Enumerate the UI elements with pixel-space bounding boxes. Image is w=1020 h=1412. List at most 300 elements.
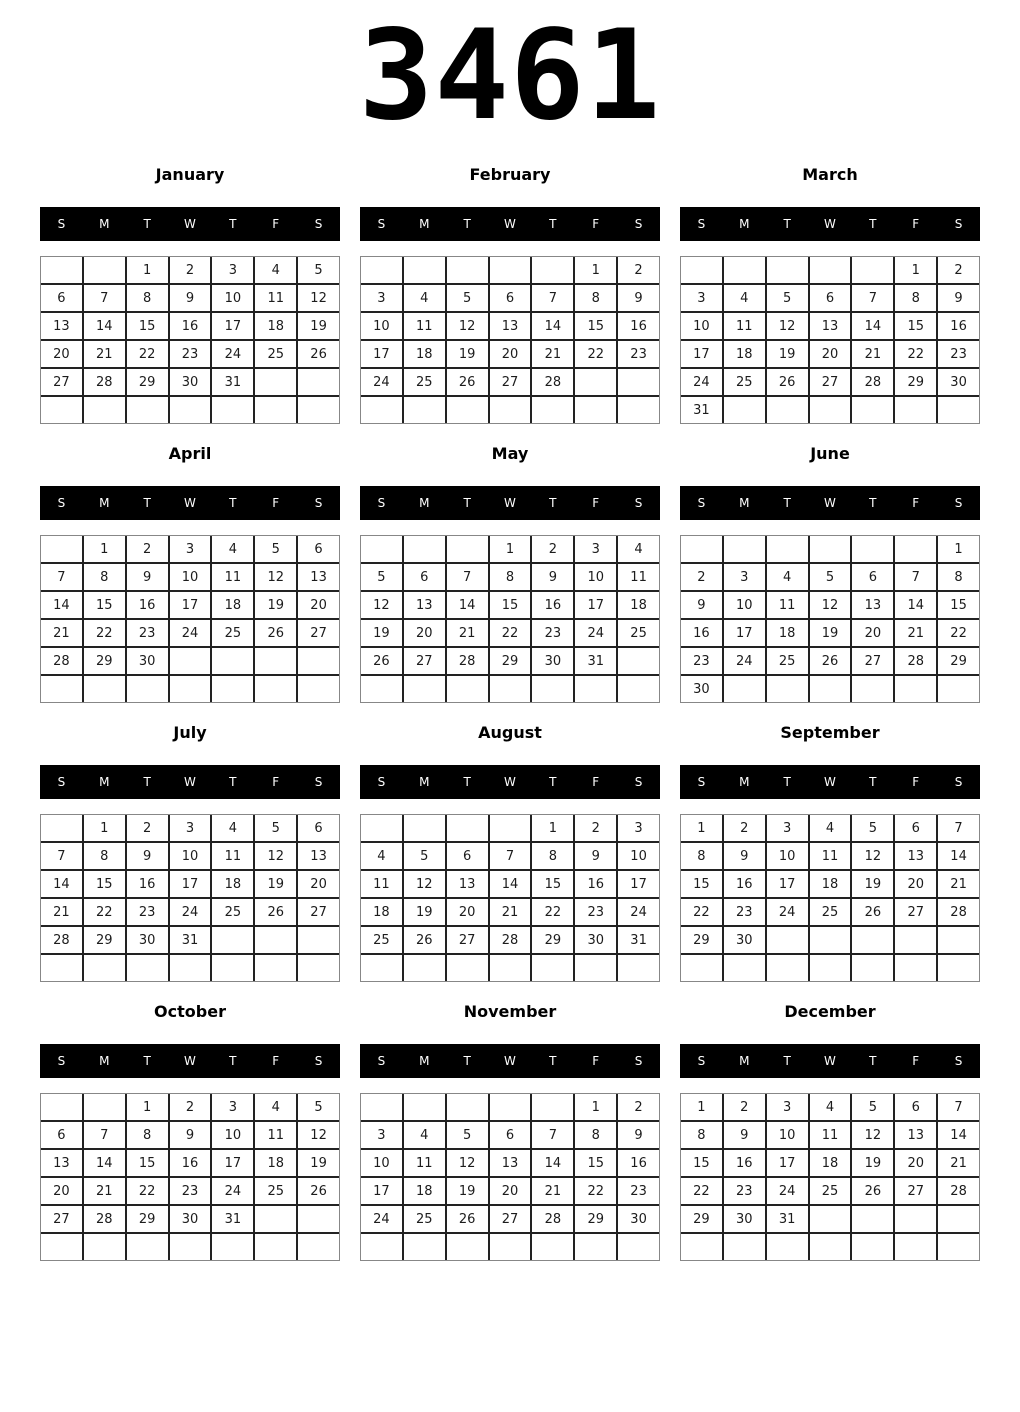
day-cell: 26 — [852, 899, 893, 925]
day-cell: 24 — [724, 648, 765, 674]
day-cell: 12 — [810, 592, 851, 618]
day-cell: 4 — [255, 257, 296, 283]
empty-day-cell — [852, 1234, 893, 1260]
day-cell: 17 — [767, 871, 808, 897]
empty-day-cell — [490, 955, 531, 981]
day-cell: 16 — [618, 1150, 659, 1176]
day-cell: 10 — [212, 1122, 253, 1148]
day-cell: 15 — [938, 592, 979, 618]
empty-day-cell — [618, 1234, 659, 1260]
day-cell: 16 — [575, 871, 616, 897]
month-block — [680, 1002, 980, 1261]
empty-day-cell — [490, 1234, 531, 1260]
weekday-label: S — [954, 775, 963, 789]
day-cell: 14 — [84, 1150, 125, 1176]
day-cell: 7 — [490, 843, 531, 869]
month-title: November — [463, 1002, 557, 1021]
empty-day-cell — [575, 955, 616, 981]
empty-day-cell — [404, 676, 445, 702]
day-cell: 7 — [532, 1122, 573, 1148]
day-cell: 8 — [84, 564, 125, 590]
day-cell: 12 — [404, 871, 445, 897]
day-cell: 17 — [724, 620, 765, 646]
day-cell: 11 — [212, 564, 253, 590]
weekday-header — [680, 765, 980, 799]
day-cell: 13 — [41, 313, 82, 339]
day-cell: 1 — [490, 536, 531, 562]
day-cell: 14 — [938, 1122, 979, 1148]
day-cell: 24 — [361, 1206, 402, 1232]
day-cell: 7 — [895, 564, 936, 590]
day-cell: 22 — [895, 341, 936, 367]
day-cell: 8 — [575, 1122, 616, 1148]
day-cell: 20 — [447, 899, 488, 925]
day-cell: 24 — [170, 620, 211, 646]
empty-day-cell — [170, 955, 211, 981]
empty-day-cell — [447, 955, 488, 981]
day-cell: 20 — [895, 871, 936, 897]
empty-day-cell — [361, 815, 402, 841]
day-cell: 15 — [681, 871, 722, 897]
weekday-label: W — [824, 1054, 836, 1068]
day-cell: 18 — [810, 1150, 851, 1176]
empty-day-cell — [810, 1206, 851, 1232]
day-cell: 19 — [447, 1178, 488, 1204]
day-cell: 23 — [170, 1178, 211, 1204]
day-cell: 21 — [84, 341, 125, 367]
day-cell: 24 — [212, 1178, 253, 1204]
empty-day-cell — [852, 676, 893, 702]
day-cell: 9 — [170, 1122, 211, 1148]
empty-day-cell — [298, 1234, 339, 1260]
days-grid — [360, 814, 660, 982]
day-cell: 25 — [618, 620, 659, 646]
empty-day-cell — [618, 397, 659, 423]
day-cell: 15 — [127, 313, 168, 339]
day-cell: 15 — [84, 871, 125, 897]
day-cell: 7 — [41, 843, 82, 869]
empty-day-cell — [404, 1094, 445, 1120]
day-cell: 1 — [575, 1094, 616, 1120]
day-cell: 30 — [724, 927, 765, 953]
weekday-label: M — [419, 217, 430, 231]
days-grid — [360, 256, 660, 424]
empty-day-cell — [810, 257, 851, 283]
day-cell: 7 — [84, 285, 125, 311]
day-cell: 7 — [84, 1122, 125, 1148]
day-cell: 16 — [681, 620, 722, 646]
day-cell: 21 — [84, 1178, 125, 1204]
day-cell: 16 — [170, 1150, 211, 1176]
weekday-header — [40, 207, 340, 241]
empty-day-cell — [447, 536, 488, 562]
day-cell: 3 — [170, 536, 211, 562]
weekday-label: S — [377, 775, 386, 789]
day-cell: 22 — [84, 899, 125, 925]
empty-day-cell — [895, 955, 936, 981]
month-block — [360, 165, 660, 424]
day-cell: 4 — [212, 815, 253, 841]
day-cell: 29 — [127, 369, 168, 395]
empty-day-cell — [84, 1234, 125, 1260]
empty-day-cell — [298, 927, 339, 953]
day-cell: 18 — [724, 341, 765, 367]
day-cell: 12 — [852, 1122, 893, 1148]
day-cell: 2 — [127, 536, 168, 562]
day-cell: 2 — [618, 1094, 659, 1120]
day-cell: 18 — [212, 592, 253, 618]
empty-day-cell — [532, 1234, 573, 1260]
empty-day-cell — [361, 257, 402, 283]
day-cell: 24 — [767, 899, 808, 925]
empty-day-cell — [255, 1206, 296, 1232]
empty-day-cell — [532, 397, 573, 423]
empty-day-cell — [127, 1234, 168, 1260]
day-cell: 20 — [298, 592, 339, 618]
day-cell: 6 — [298, 536, 339, 562]
empty-day-cell — [767, 397, 808, 423]
empty-day-cell — [361, 536, 402, 562]
day-cell: 1 — [681, 815, 722, 841]
day-cell: 4 — [361, 843, 402, 869]
day-cell: 3 — [212, 257, 253, 283]
day-cell: 7 — [532, 285, 573, 311]
empty-day-cell — [41, 1234, 82, 1260]
empty-day-cell — [255, 648, 296, 674]
month-title: December — [784, 1002, 876, 1021]
day-cell: 28 — [938, 899, 979, 925]
empty-day-cell — [298, 955, 339, 981]
day-cell: 9 — [724, 843, 765, 869]
weekday-label: T — [143, 775, 151, 789]
day-cell: 3 — [170, 815, 211, 841]
day-cell: 18 — [618, 592, 659, 618]
day-cell: 17 — [767, 1150, 808, 1176]
weekday-label: F — [592, 217, 600, 231]
weekday-label: W — [504, 1054, 516, 1068]
day-cell: 8 — [575, 285, 616, 311]
day-cell: 13 — [810, 313, 851, 339]
weekday-label: M — [739, 217, 750, 231]
weekday-label: S — [314, 217, 323, 231]
empty-day-cell — [895, 397, 936, 423]
day-cell: 17 — [681, 341, 722, 367]
month-title: October — [154, 1002, 226, 1021]
day-cell: 16 — [724, 871, 765, 897]
day-cell: 30 — [127, 648, 168, 674]
weekday-label: S — [377, 217, 386, 231]
weekday-label: T — [229, 496, 237, 510]
empty-day-cell — [852, 397, 893, 423]
month-block — [360, 723, 660, 982]
day-cell: 27 — [447, 927, 488, 953]
day-cell: 30 — [618, 1206, 659, 1232]
empty-day-cell — [255, 676, 296, 702]
day-cell: 16 — [938, 313, 979, 339]
month-title: April — [168, 444, 212, 463]
weekday-label: F — [912, 217, 920, 231]
day-cell: 29 — [575, 1206, 616, 1232]
day-cell: 13 — [41, 1150, 82, 1176]
weekday-header — [680, 207, 980, 241]
weekday-label: S — [57, 1054, 66, 1068]
weekday-label: S — [697, 217, 706, 231]
day-cell: 1 — [84, 536, 125, 562]
day-cell: 4 — [255, 1094, 296, 1120]
day-cell: 27 — [41, 1206, 82, 1232]
empty-day-cell — [852, 257, 893, 283]
weekday-label: S — [634, 496, 643, 510]
day-cell: 22 — [84, 620, 125, 646]
weekday-label: F — [272, 496, 280, 510]
day-cell: 9 — [532, 564, 573, 590]
day-cell: 30 — [127, 927, 168, 953]
day-cell: 30 — [681, 676, 722, 702]
empty-day-cell — [895, 927, 936, 953]
empty-day-cell — [212, 676, 253, 702]
weekday-header — [360, 207, 660, 241]
day-cell: 13 — [490, 1150, 531, 1176]
day-cell: 2 — [681, 564, 722, 590]
empty-day-cell — [404, 955, 445, 981]
day-cell: 14 — [532, 1150, 573, 1176]
empty-day-cell — [361, 1094, 402, 1120]
empty-day-cell — [767, 536, 808, 562]
month-block — [360, 1002, 660, 1261]
empty-day-cell — [767, 927, 808, 953]
day-cell: 1 — [895, 257, 936, 283]
day-cell: 26 — [852, 1178, 893, 1204]
empty-day-cell — [212, 1234, 253, 1260]
weekday-header — [360, 765, 660, 799]
day-cell: 5 — [767, 285, 808, 311]
empty-day-cell — [532, 257, 573, 283]
day-cell: 15 — [84, 592, 125, 618]
day-cell: 6 — [895, 815, 936, 841]
day-cell: 25 — [212, 899, 253, 925]
day-cell: 10 — [767, 1122, 808, 1148]
day-cell: 28 — [532, 1206, 573, 1232]
day-cell: 3 — [361, 1122, 402, 1148]
weekday-label: T — [463, 1054, 471, 1068]
day-cell: 24 — [681, 369, 722, 395]
empty-day-cell — [938, 927, 979, 953]
day-cell: 12 — [298, 285, 339, 311]
empty-day-cell — [575, 397, 616, 423]
months-grid — [0, 165, 1020, 1261]
empty-day-cell — [895, 676, 936, 702]
weekday-label: S — [634, 217, 643, 231]
day-cell: 21 — [938, 871, 979, 897]
day-cell: 26 — [447, 369, 488, 395]
empty-day-cell — [41, 676, 82, 702]
day-cell: 1 — [681, 1094, 722, 1120]
day-cell: 24 — [618, 899, 659, 925]
day-cell: 2 — [575, 815, 616, 841]
days-grid — [40, 256, 340, 424]
day-cell: 26 — [810, 648, 851, 674]
empty-day-cell — [361, 1234, 402, 1260]
day-cell: 14 — [938, 843, 979, 869]
weekday-label: M — [419, 496, 430, 510]
day-cell: 23 — [618, 1178, 659, 1204]
day-cell: 24 — [361, 369, 402, 395]
day-cell: 3 — [681, 285, 722, 311]
day-cell: 1 — [127, 1094, 168, 1120]
day-cell: 18 — [255, 313, 296, 339]
empty-day-cell — [404, 536, 445, 562]
empty-day-cell — [170, 648, 211, 674]
empty-day-cell — [724, 1234, 765, 1260]
day-cell: 17 — [170, 592, 211, 618]
day-cell: 23 — [681, 648, 722, 674]
weekday-label: T — [783, 1054, 791, 1068]
weekday-label: W — [504, 217, 516, 231]
month-title: February — [469, 165, 551, 184]
empty-day-cell — [170, 1234, 211, 1260]
day-cell: 20 — [41, 341, 82, 367]
weekday-label: F — [272, 1054, 280, 1068]
day-cell: 10 — [724, 592, 765, 618]
day-cell: 2 — [170, 1094, 211, 1120]
day-cell: 11 — [810, 1122, 851, 1148]
day-cell: 8 — [490, 564, 531, 590]
day-cell: 24 — [767, 1178, 808, 1204]
day-cell: 23 — [724, 1178, 765, 1204]
weekday-label: W — [504, 775, 516, 789]
weekday-label: T — [463, 217, 471, 231]
day-cell: 12 — [767, 313, 808, 339]
weekday-label: T — [229, 775, 237, 789]
day-cell: 27 — [810, 369, 851, 395]
day-cell: 15 — [895, 313, 936, 339]
empty-day-cell — [298, 676, 339, 702]
day-cell: 9 — [575, 843, 616, 869]
empty-day-cell — [447, 1234, 488, 1260]
day-cell: 12 — [447, 313, 488, 339]
weekday-label: S — [377, 1054, 386, 1068]
weekday-label: S — [57, 775, 66, 789]
weekday-label: S — [314, 496, 323, 510]
empty-day-cell — [767, 955, 808, 981]
day-cell: 4 — [404, 285, 445, 311]
weekday-label: S — [314, 775, 323, 789]
day-cell: 18 — [767, 620, 808, 646]
day-cell: 9 — [724, 1122, 765, 1148]
empty-day-cell — [41, 815, 82, 841]
day-cell: 29 — [490, 648, 531, 674]
day-cell: 9 — [127, 843, 168, 869]
weekday-label: F — [912, 1054, 920, 1068]
weekday-label: M — [99, 775, 110, 789]
empty-day-cell — [447, 1094, 488, 1120]
day-cell: 15 — [490, 592, 531, 618]
day-cell: 9 — [127, 564, 168, 590]
empty-day-cell — [895, 1234, 936, 1260]
empty-day-cell — [447, 257, 488, 283]
weekday-label: T — [869, 496, 877, 510]
day-cell: 10 — [361, 1150, 402, 1176]
weekday-label: S — [377, 496, 386, 510]
day-cell: 6 — [810, 285, 851, 311]
empty-day-cell — [255, 927, 296, 953]
day-cell: 25 — [724, 369, 765, 395]
empty-day-cell — [41, 397, 82, 423]
weekday-label: T — [869, 217, 877, 231]
day-cell: 28 — [41, 927, 82, 953]
day-cell: 10 — [575, 564, 616, 590]
month-block — [680, 165, 980, 424]
weekday-label: T — [549, 217, 557, 231]
day-cell: 2 — [532, 536, 573, 562]
empty-day-cell — [810, 1234, 851, 1260]
day-cell: 15 — [532, 871, 573, 897]
day-cell: 5 — [298, 257, 339, 283]
day-cell: 12 — [255, 564, 296, 590]
empty-day-cell — [170, 397, 211, 423]
day-cell: 26 — [767, 369, 808, 395]
day-cell: 11 — [618, 564, 659, 590]
empty-day-cell — [852, 1206, 893, 1232]
empty-day-cell — [852, 536, 893, 562]
empty-day-cell — [767, 1234, 808, 1260]
day-cell: 16 — [618, 313, 659, 339]
empty-day-cell — [490, 676, 531, 702]
weekday-label: T — [229, 217, 237, 231]
weekday-label: M — [739, 775, 750, 789]
weekday-label: F — [272, 775, 280, 789]
day-cell: 20 — [852, 620, 893, 646]
weekday-header — [40, 1044, 340, 1078]
day-cell: 23 — [938, 341, 979, 367]
day-cell: 30 — [170, 1206, 211, 1232]
day-cell: 9 — [618, 1122, 659, 1148]
day-cell: 6 — [895, 1094, 936, 1120]
empty-day-cell — [575, 676, 616, 702]
day-cell: 20 — [490, 341, 531, 367]
day-cell: 1 — [532, 815, 573, 841]
weekday-label: T — [143, 496, 151, 510]
weekday-label: F — [592, 496, 600, 510]
day-cell: 3 — [618, 815, 659, 841]
day-cell: 27 — [490, 369, 531, 395]
day-cell: 2 — [938, 257, 979, 283]
weekday-label: W — [184, 217, 196, 231]
day-cell: 11 — [767, 592, 808, 618]
empty-day-cell — [84, 257, 125, 283]
day-cell: 6 — [447, 843, 488, 869]
day-cell: 18 — [810, 871, 851, 897]
weekday-label: F — [912, 496, 920, 510]
empty-day-cell — [575, 1234, 616, 1260]
day-cell: 22 — [575, 1178, 616, 1204]
day-cell: 1 — [575, 257, 616, 283]
day-cell: 15 — [575, 1150, 616, 1176]
day-cell: 16 — [127, 592, 168, 618]
empty-day-cell — [532, 676, 573, 702]
day-cell: 25 — [404, 1206, 445, 1232]
empty-day-cell — [170, 676, 211, 702]
day-cell: 5 — [298, 1094, 339, 1120]
day-cell: 1 — [84, 815, 125, 841]
day-cell: 17 — [212, 1150, 253, 1176]
day-cell: 31 — [681, 397, 722, 423]
day-cell: 10 — [170, 564, 211, 590]
day-cell: 3 — [724, 564, 765, 590]
weekday-label: W — [504, 496, 516, 510]
day-cell: 4 — [810, 1094, 851, 1120]
day-cell: 28 — [938, 1178, 979, 1204]
